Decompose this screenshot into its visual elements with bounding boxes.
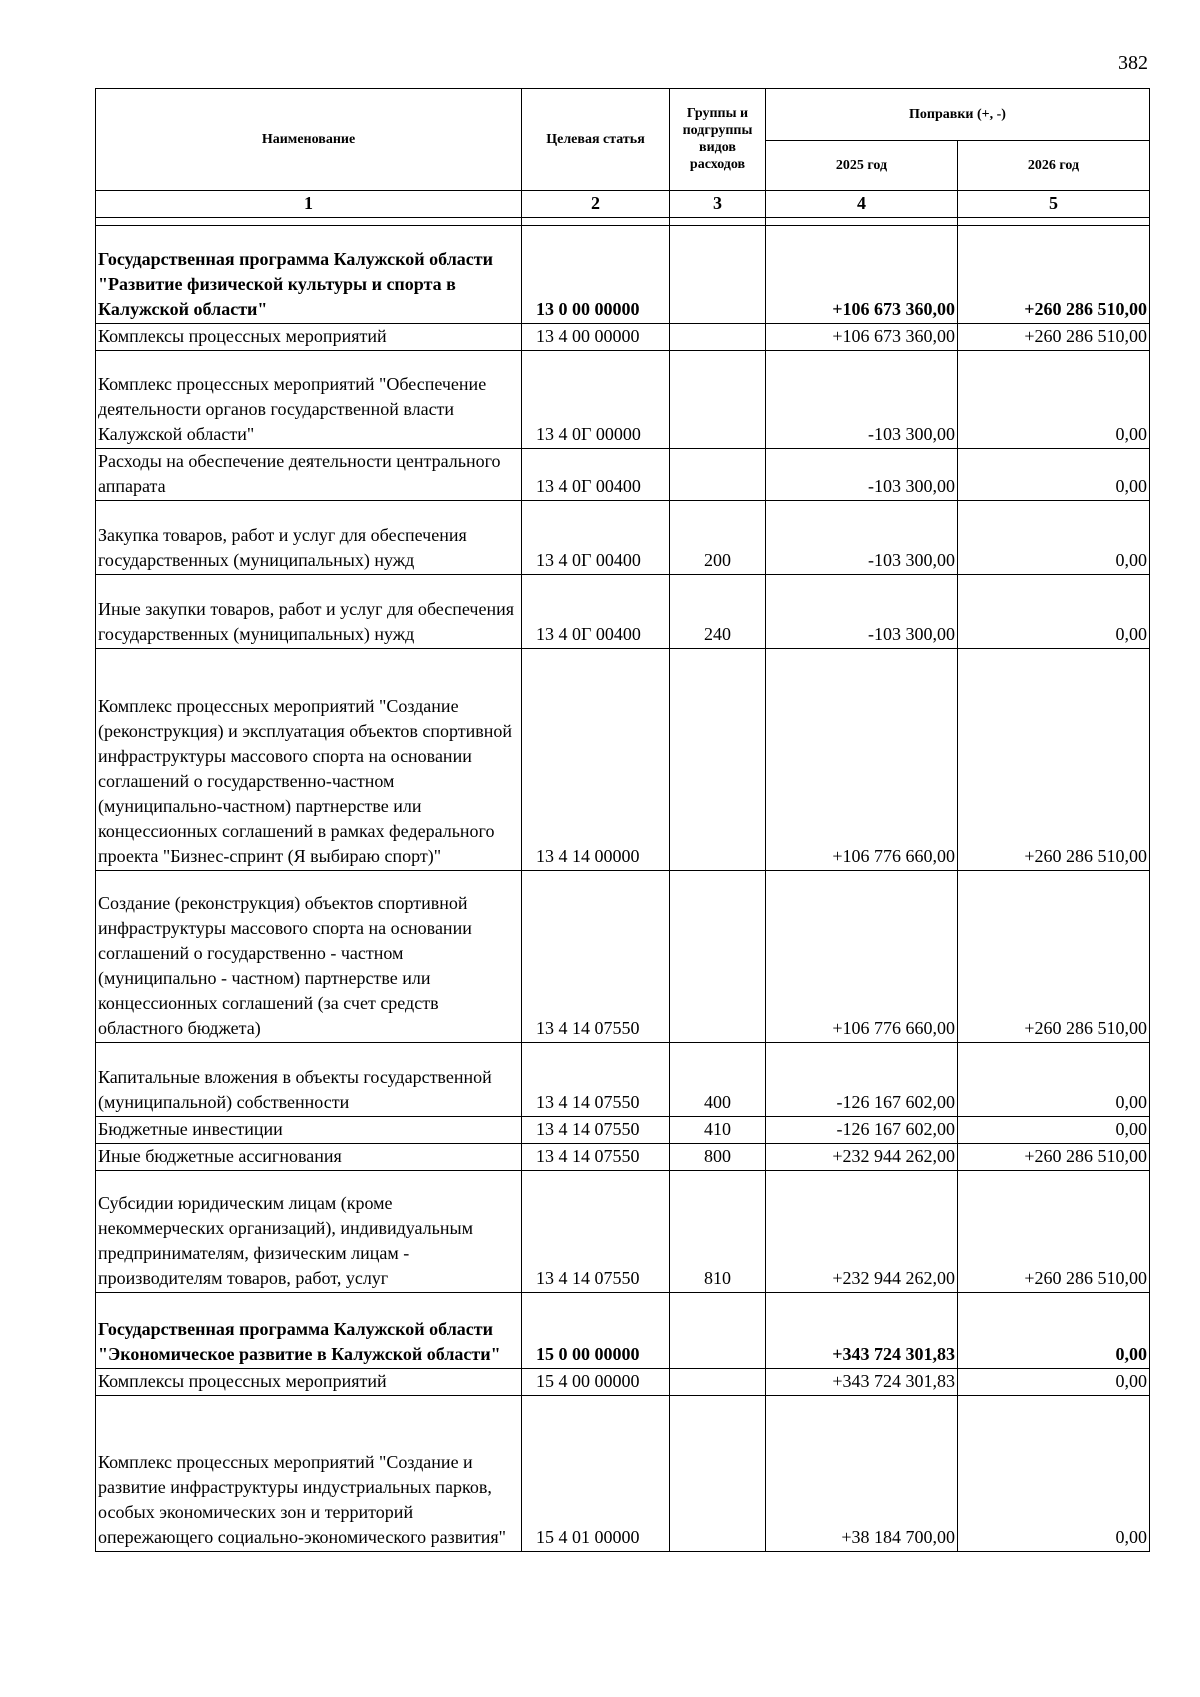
row-amount-2026: 0,00 <box>958 1293 1150 1369</box>
header-row <box>96 89 1150 141</box>
table-row <box>96 575 1150 649</box>
table-row <box>96 351 1150 449</box>
row-expense-group <box>670 449 766 501</box>
row-amount-2026: 0,00 <box>958 501 1150 575</box>
row-name: Капитальные вложения в объекты государственной (муниципальной) собственности <box>96 1043 522 1117</box>
table-row <box>96 1369 1150 1396</box>
table-row <box>96 1396 1150 1552</box>
row-expense-group: 410 <box>670 1117 766 1144</box>
row-expense-group <box>670 351 766 449</box>
row-target-article: 13 0 00 00000 <box>522 226 670 324</box>
row-amount-2025: +232 944 262,00 <box>766 1144 958 1171</box>
table-row <box>96 871 1150 1043</box>
table-row <box>96 1043 1150 1117</box>
row-expense-group <box>670 1369 766 1396</box>
row-amount-2026: 0,00 <box>958 575 1150 649</box>
row-amount-2026: 0,00 <box>958 351 1150 449</box>
header-separator <box>96 218 1150 226</box>
row-target-article: 13 4 14 07550 <box>522 871 670 1043</box>
table-row <box>96 649 1150 871</box>
row-amount-2026: +260 286 510,00 <box>958 324 1150 351</box>
row-expense-group <box>670 1396 766 1552</box>
row-target-article: 13 4 0Г 00400 <box>522 501 670 575</box>
column-number: 1 <box>96 191 522 218</box>
table-row <box>96 324 1150 351</box>
row-expense-group: 400 <box>670 1043 766 1117</box>
row-target-article: 13 4 0Г 00400 <box>522 449 670 501</box>
row-target-article: 13 4 0Г 00000 <box>522 351 670 449</box>
row-amount-2025: +106 776 660,00 <box>766 649 958 871</box>
row-amount-2026: 0,00 <box>958 1043 1150 1117</box>
column-number: 4 <box>766 191 958 218</box>
row-target-article: 13 4 14 07550 <box>522 1117 670 1144</box>
row-name: Комплекс процессных мероприятий "Создание (реконструкция) и эксплуатация объектов спортивной инфраструктуры массового спорта на основании соглашений о государственно-частном (муниципально-частном) партнерстве или концессионных соглашений в рамках федерального проекта "Бизнес-спринт (Я выбираю спорт)" <box>96 649 522 871</box>
row-name: Иные бюджетные ассигнования <box>96 1144 522 1171</box>
row-name: Комплекс процессных мероприятий "Создание и развитие инфраструктуры индустриальных парков, особых экономических зон и территорий опережающего социально-экономического развития" <box>96 1396 522 1552</box>
row-amount-2026: +260 286 510,00 <box>958 226 1150 324</box>
row-expense-group <box>670 1293 766 1369</box>
row-name: Иные закупки товаров, работ и услуг для обеспечения государственных (муниципальных) нужд <box>96 575 522 649</box>
row-expense-group <box>670 649 766 871</box>
row-name: Создание (реконструкция) объектов спортивной инфраструктуры массового спорта на основании соглашений о государственно - частном (муниципально - частном) партнерстве или концессионных соглашений (за счет средств областного бюджета) <box>96 871 522 1043</box>
column-number: 5 <box>958 191 1150 218</box>
column-number: 3 <box>670 191 766 218</box>
row-expense-group <box>670 871 766 1043</box>
row-amount-2026: 0,00 <box>958 449 1150 501</box>
row-name: Комплексы процессных мероприятий <box>96 324 522 351</box>
header-amendments: Поправки (+, -) <box>766 89 1150 141</box>
row-amount-2025: -126 167 602,00 <box>766 1117 958 1144</box>
row-target-article: 13 4 14 00000 <box>522 649 670 871</box>
row-amount-2026: 0,00 <box>958 1117 1150 1144</box>
row-amount-2025: +106 776 660,00 <box>766 871 958 1043</box>
row-amount-2025: +343 724 301,83 <box>766 1369 958 1396</box>
row-amount-2025: -103 300,00 <box>766 501 958 575</box>
row-amount-2026: +260 286 510,00 <box>958 1171 1150 1293</box>
row-amount-2025: -126 167 602,00 <box>766 1043 958 1117</box>
table-row <box>96 1144 1150 1171</box>
row-name: Бюджетные инвестиции <box>96 1117 522 1144</box>
row-target-article: 15 4 01 00000 <box>522 1396 670 1552</box>
row-target-article: 15 0 00 00000 <box>522 1293 670 1369</box>
row-amount-2025: +106 673 360,00 <box>766 226 958 324</box>
table-row <box>96 1117 1150 1144</box>
row-expense-group: 800 <box>670 1144 766 1171</box>
row-amount-2026: +260 286 510,00 <box>958 1144 1150 1171</box>
header-target-article: Целевая статья <box>522 89 670 191</box>
row-amount-2026: 0,00 <box>958 1396 1150 1552</box>
row-name: Расходы на обеспечение деятельности центрального аппарата <box>96 449 522 501</box>
row-name: Государственная программа Калужской области "Развитие физической культуры и спорта в Калужской области" <box>96 226 522 324</box>
table-row <box>96 1293 1150 1369</box>
column-number-row <box>96 191 1150 218</box>
row-name: Субсидии юридическим лицам (кроме некоммерческих организаций), индивидуальным предпринимателям, физическим лицам - производителям товаров, работ, услуг <box>96 1171 522 1293</box>
row-target-article: 13 4 00 00000 <box>522 324 670 351</box>
row-amount-2026: +260 286 510,00 <box>958 649 1150 871</box>
row-name: Государственная программа Калужской области "Экономическое развитие в Калужской области" <box>96 1293 522 1369</box>
row-amount-2025: +106 673 360,00 <box>766 324 958 351</box>
row-target-article: 13 4 14 07550 <box>522 1144 670 1171</box>
column-number: 2 <box>522 191 670 218</box>
header-year-2026: 2026 год <box>958 141 1150 191</box>
row-amount-2026: 0,00 <box>958 1369 1150 1396</box>
row-expense-group <box>670 226 766 324</box>
row-name: Комплекс процессных мероприятий "Обеспечение деятельности органов государственной власти Калужской области" <box>96 351 522 449</box>
table-row <box>96 1171 1150 1293</box>
header-year-2025: 2025 год <box>766 141 958 191</box>
budget-amendments-table <box>95 88 1150 1552</box>
row-amount-2025: -103 300,00 <box>766 449 958 501</box>
row-name: Закупка товаров, работ и услуг для обеспечения государственных (муниципальных) нужд <box>96 501 522 575</box>
row-expense-group: 810 <box>670 1171 766 1293</box>
row-amount-2025: +38 184 700,00 <box>766 1396 958 1552</box>
row-target-article: 13 4 14 07550 <box>522 1043 670 1117</box>
row-name: Комплексы процессных мероприятий <box>96 1369 522 1396</box>
row-expense-group: 240 <box>670 575 766 649</box>
table-body <box>96 226 1150 1552</box>
row-expense-group <box>670 324 766 351</box>
row-amount-2026: +260 286 510,00 <box>958 871 1150 1043</box>
row-amount-2025: +232 944 262,00 <box>766 1171 958 1293</box>
row-target-article: 13 4 0Г 00400 <box>522 575 670 649</box>
row-target-article: 13 4 14 07550 <box>522 1171 670 1293</box>
row-amount-2025: -103 300,00 <box>766 575 958 649</box>
table-row <box>96 449 1150 501</box>
row-target-article: 15 4 00 00000 <box>522 1369 670 1396</box>
page-number: 382 <box>1118 52 1148 74</box>
row-expense-group: 200 <box>670 501 766 575</box>
table-row <box>96 501 1150 575</box>
row-amount-2025: -103 300,00 <box>766 351 958 449</box>
row-amount-2025: +343 724 301,83 <box>766 1293 958 1369</box>
header-expense-groups: Группы и подгруппы видов расходов <box>670 89 766 191</box>
header-name: Наименование <box>96 89 522 191</box>
table-row <box>96 226 1150 324</box>
